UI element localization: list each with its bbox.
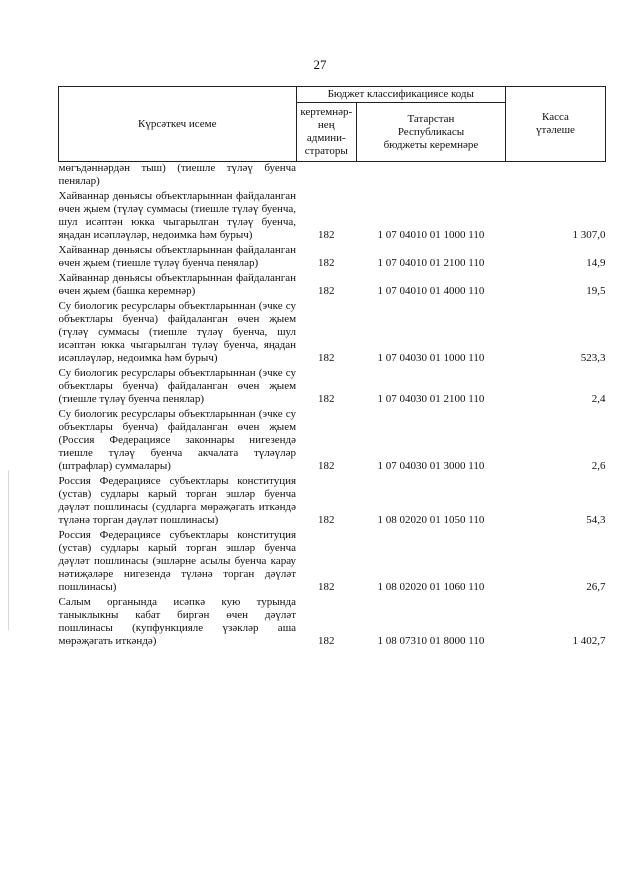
row-classification-code: 1 07 04010 01 1000 110 (377, 229, 485, 241)
row-indicator-name: Хайваннар дөньясы объектларыннан файдаланган өчен җыем (башка керемнәр) (58, 272, 297, 297)
row-indicator-name: Су биологик ресурслары объектларыннан (эчке су объектлары буенча) файдаланган өчен җыем (түләү суммасы (тиешле түләү буенча, шул исәптән юкка чыгарылган түләү буенча, яңадан исәпләүләр, недоимка һәм бурыч) (58, 300, 297, 364)
row-cash-value: 54,3 (586, 514, 606, 526)
table-header (59, 87, 606, 162)
row-indicator-name: Хайваннар дөньясы объектларыннан файдаланган өчен җыем (тиешле түләү буенча пенялар) (58, 244, 297, 269)
row-cash-value (505, 162, 605, 191)
row-indicator-name: мөгъдәннәрдән тыш) (тиешле түләү буенча пенялар) (58, 162, 297, 187)
row-indicator-name: Россия Федерациясе субъектлары конституция (устав) судлары карый торган эшләр буенча дәүләт пошлинасы (эшләрне асылы буенча карау нәтиҗәләре нигезендә түләнә торган дәүләт пошлинасы) (58, 529, 297, 593)
row-classification-code: 1 08 07310 01 8000 110 (377, 635, 485, 647)
row-classification-code: 1 07 04010 01 4000 110 (377, 285, 485, 297)
row-classification-code: 1 08 02020 01 1060 110 (377, 581, 485, 593)
header-indicator-name: Күрсәткеч исеме (59, 87, 297, 162)
scan-artifact-line (8, 470, 9, 630)
row-indicator-name: Хайваннар дөньясы объектларыннан файдаланган өчен җыем (түләү суммасы (тиешле түләү буенча, шул исәптән юкка чыгарылган түләү буенча, яңадан исәпләүләр, недоимка һәм бурыч) (58, 190, 297, 241)
row-cash-value: 14,9 (586, 257, 606, 269)
row-cash-value: 523,3 (580, 352, 606, 364)
table-row (59, 162, 606, 191)
row-administrator-code: 182 (318, 460, 335, 472)
row-administrator-code (296, 162, 356, 191)
row-cash-value: 2,6 (591, 460, 606, 472)
row-indicator-name: Су биологик ресурслары объектларыннан (эчке су объектлары буенча) файдаланган өчен җыем (тиешле түләү буенча пенялар) (58, 367, 297, 405)
table-row (59, 300, 606, 367)
row-classification-code: 1 07 04030 01 2100 110 (377, 393, 485, 405)
row-administrator-code: 182 (318, 514, 335, 526)
table-row (59, 529, 606, 596)
budget-table (58, 86, 606, 650)
row-classification-code: 1 07 04010 01 2100 110 (377, 257, 485, 269)
table-row (59, 190, 606, 244)
table-body (59, 162, 606, 651)
row-administrator-code: 182 (318, 581, 335, 593)
table-row (59, 367, 606, 408)
row-administrator-code: 182 (318, 352, 335, 364)
row-cash-value: 2,4 (591, 393, 606, 405)
row-cash-value: 1 402,7 (572, 635, 606, 647)
header-revenue-administrator: кертемнәр- нең админи- страторы (296, 103, 356, 162)
row-classification-code: 1 07 04030 01 3000 110 (377, 460, 485, 472)
row-administrator-code: 182 (318, 635, 335, 647)
table-row (59, 596, 606, 650)
table-row (59, 408, 606, 475)
row-administrator-code: 182 (318, 285, 335, 297)
row-cash-value: 1 307,0 (572, 229, 606, 241)
header-tatarstan-revenue: Татарстан Республикасы бюджеты керемнәре (356, 103, 505, 162)
row-indicator-name: Салым органында исәпкә кую турында таныклыкны кабат биргән өчен дәүләт пошлинасы (купфункцияле үзәкләр аша мөрәҗәгать иткәндә) (58, 596, 297, 647)
table-row (59, 475, 606, 529)
row-cash-value: 19,5 (586, 285, 606, 297)
row-indicator-name: Су биологик ресурслары объектларыннан (эчке су объектлары буенча) файдаланган өчен җыем (Россия Федерациясе законнары нигезендә тиешле түләү буенча акчалата түләүләр (штрафлар) суммалары) (58, 408, 297, 472)
row-administrator-code: 182 (318, 229, 335, 241)
row-classification-code: 1 07 04030 01 1000 110 (377, 352, 485, 364)
table-row (59, 272, 606, 300)
row-indicator-name: Россия Федерациясе субъектлары конституция (устав) судлары карый торган эшләр буенча дәүләт пошлинасы (судларга мөрәҗәгать иткәндә түләнә торган дәүләт пошлинасы) (58, 475, 297, 526)
row-administrator-code: 182 (318, 257, 335, 269)
row-administrator-code: 182 (318, 393, 335, 405)
row-classification-code: 1 08 02020 01 1050 110 (377, 514, 485, 526)
header-budget-classification: Бюджет классификациясе коды (296, 87, 505, 103)
page-number: 27 (313, 57, 327, 72)
table-row (59, 244, 606, 272)
row-classification-code (356, 162, 505, 191)
row-cash-value: 26,7 (586, 581, 606, 593)
header-cash-execution: Касса үтәлеше (505, 87, 605, 162)
